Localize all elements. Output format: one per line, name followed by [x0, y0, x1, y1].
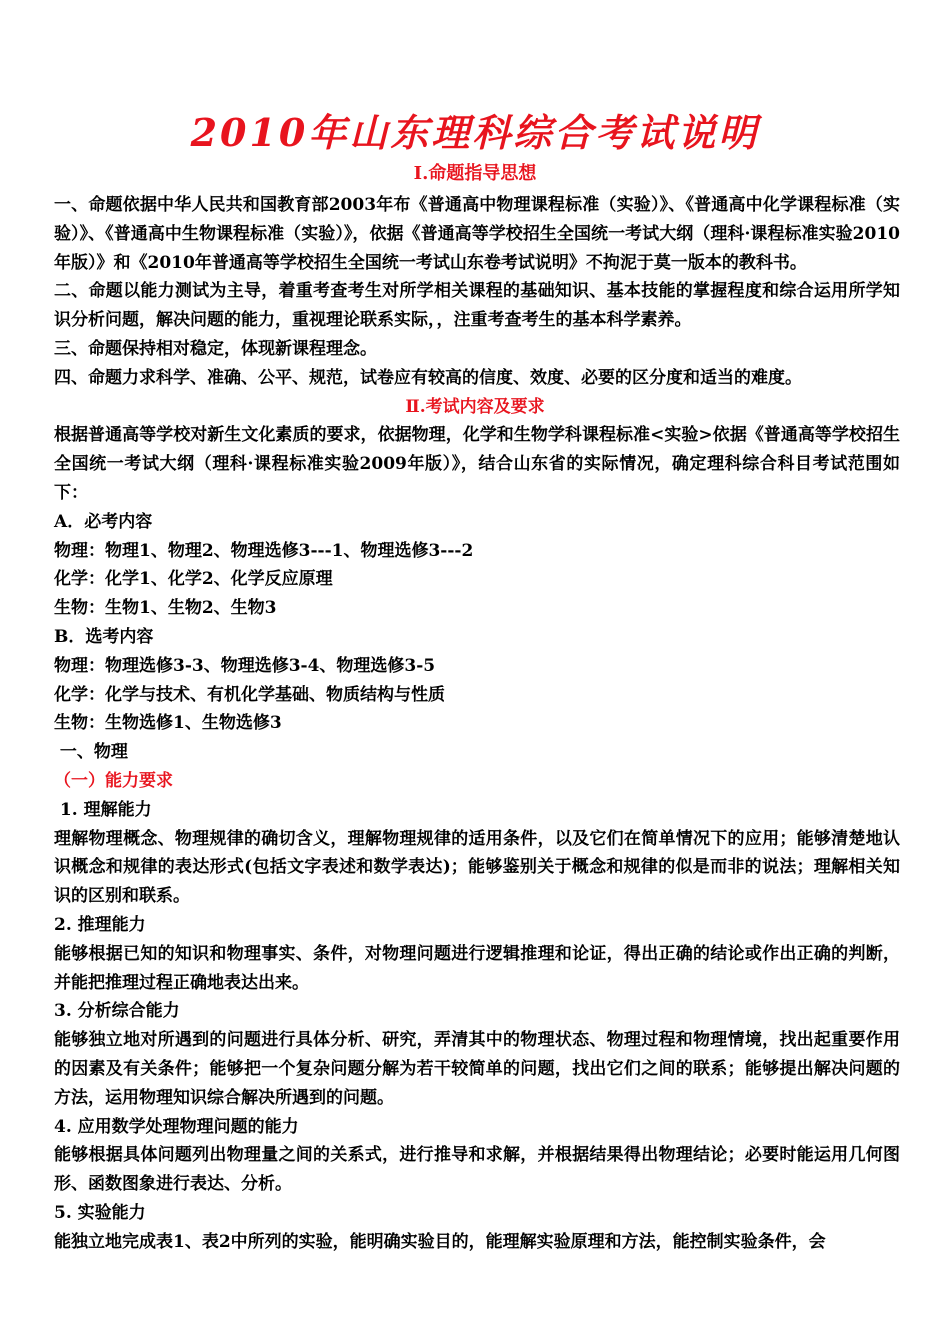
ability-item-label: 4. 应用数学处理物理问题的能力 — [54, 1116, 299, 1137]
ability-item-label: 3. 分析综合能力 — [54, 1001, 180, 1022]
required-physics: 物理：物理1、物理2、物理选修3---1、物理选修3---2 — [54, 540, 474, 561]
ability-item-text: 能够独立地对所遇到的问题进行具体分析、研究，弄清其中的物理状态、物理过程和物理情境，找出起重要作用的因素及有关条件；能够把一个复杂问题分解为若干较简单的问题，找出它们之间的联系；能够提出解决问题的方法，运用物理知识综合解决所遇到的问题。 — [54, 1030, 900, 1108]
principle-paragraph-4: 四、命题力求科学、准确、公平、规范，试卷应有较高的信度、效度、必要的区分度和适当的难度。 — [54, 367, 802, 388]
ability-item-text: 能够根据已知的知识和物理事实、条件，对物理问题进行逻辑推理和论证，得出正确的结论或作出正确的判断，并能把推理过程正确地表达出来。 — [54, 943, 900, 993]
elective-biology: 生物：生物选修1、生物选修3 — [54, 713, 282, 734]
ability-item-text: 能够根据具体问题列出物理量之间的关系式，进行推导和求解，并根据结果得出物理结论；必要时能运用几何图形、函数图象进行表达、分析。 — [54, 1145, 900, 1195]
elective-physics: 物理：物理选修3-3、物理选修3-4、物理选修3-5 — [54, 655, 436, 676]
section-heading-guiding-principles: Ⅰ.命题指导思想 — [413, 163, 537, 184]
required-biology: 生物：生物1、生物2、生物3 — [54, 598, 277, 619]
principle-paragraph-1: 一、命题依据中华人民共和国教育部2003年布《普通高中物理课程标准（实验）》、《普通高中化学课程标准（实验）》、《普通高中生物课程标准（实验）》，依据《普通高等学校招生全国统一考试大纲（理科·课程标准实验2010年版）》和《2010年普通高等学校招生全国统一考试山东卷考试说明》不拘泥于莫一版本的教科书。 — [54, 195, 900, 273]
required-content-label: A．必考内容 — [54, 511, 153, 532]
ability-item-label: 5. 实验能力 — [54, 1202, 146, 1223]
ability-item-text: 理解物理概念、物理规律的确切含义，理解物理规律的适用条件，以及它们在简单情况下的应用；能够清楚地认识概念和规律的表达形式(包括文字表述和数学表达)；能够鉴别关于概念和规律的似是而非的说法；理解相关知识的区别和联系。 — [54, 828, 900, 907]
required-chemistry: 化学：化学1、化学2、化学反应原理 — [54, 569, 333, 590]
principle-paragraph-3: 三、命题保持相对稳定，体现新课程理念。 — [54, 338, 377, 359]
ability-item-label: 1. 理解能力 — [54, 799, 152, 820]
exam-scope-intro: 根据普通高等学校对新生文化素质的要求，依据物理，化学和生物学科课程标准<实验>依据《普通高等学校招生全国统一考试大纲（理科·课程标准实验2009年版）》，结合山东省的实际情况，确定理科综合科目考试范围如下： — [54, 425, 900, 503]
elective-chemistry: 化学：化学与技术、有机化学基础、物质结构与性质 — [54, 684, 445, 705]
principle-paragraph-2: 二、命题以能力测试为主导，着重考查考生对所学相关课程的基础知识、基本技能的掌握程度和综合运用所学知识分析问题，解决问题的能力，重视理论联系实际，，注重考查考生的基本科学素养。 — [54, 281, 900, 331]
document-title: 2010年山东理科综合考试说明 — [190, 110, 760, 155]
section-heading-exam-content: Ⅱ.考试内容及要求 — [405, 396, 545, 417]
ability-item-text: 能独立地完成表1、表2中所列的实验，能明确实验目的，能理解实验原理和方法，能控制实验条件，会 — [54, 1231, 826, 1252]
elective-content-label: B．选考内容 — [54, 626, 154, 647]
ability-requirements-heading: （一）能力要求 — [54, 770, 173, 791]
ability-item-label: 2. 推理能力 — [54, 914, 146, 935]
document-body — [54, 191, 900, 1256]
physics-heading: 一、物理 — [54, 742, 128, 763]
